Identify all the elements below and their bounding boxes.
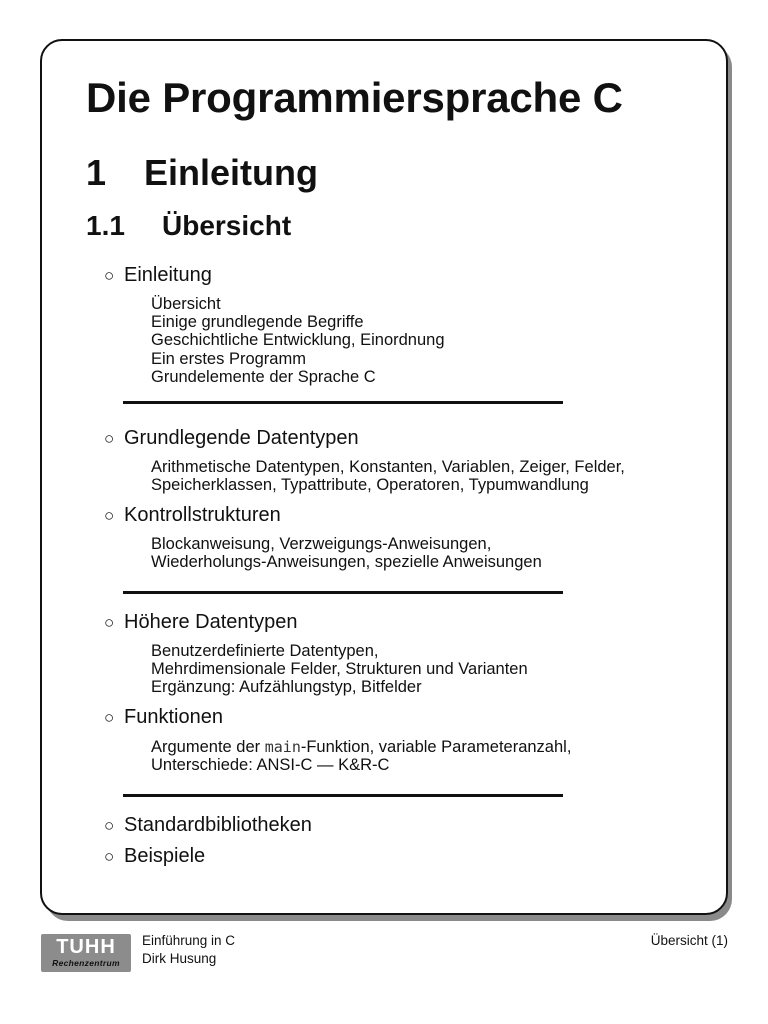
detail-line: Mehrdimensionale Felder, Strukturen und Varianten (151, 660, 528, 679)
list-item (104, 427, 359, 450)
chapter-heading (86, 152, 318, 194)
chapter-number: 1 (86, 152, 107, 193)
detail-line: Grundelemente der Sprache C (151, 367, 376, 386)
divider (123, 401, 563, 404)
section-heading (86, 210, 291, 242)
detail-text: -Funktion, variable Parameteranzahl, (300, 738, 572, 756)
list-item (104, 504, 281, 527)
detail-line: Übersicht (151, 295, 221, 313)
detail-line (151, 738, 571, 756)
list-item (104, 845, 205, 868)
list-item (104, 264, 212, 287)
detail-line: Speicherklassen, Typattribute, Operatoren, Typumwandlung (151, 476, 589, 495)
list-item-details (151, 642, 528, 697)
list-item-label: Beispiele (124, 845, 206, 867)
footer-page-label: Übersicht (1) (650, 933, 728, 948)
list-item-label: Grundlegende Datentypen (124, 427, 359, 449)
detail-line: Unterschiede: ANSI-C — K&R-C (151, 756, 390, 775)
bullet-icon: ○ (104, 816, 115, 835)
detail-line: Ergänzung: Aufzählungstyp, Bitfelder (151, 678, 422, 697)
list-item-label: Funktionen (124, 706, 223, 728)
list-item-label: Standardbibliotheken (124, 814, 312, 836)
bullet-icon: ○ (104, 613, 115, 632)
list-item-details (151, 295, 445, 386)
list-item-details (151, 535, 542, 571)
logo-sub-text: Rechenzentrum (52, 958, 120, 968)
chapter-label: Einleitung (144, 152, 318, 193)
list-item (104, 611, 297, 634)
bullet-icon: ○ (104, 847, 115, 866)
footer-author: Dirk Husung (142, 951, 217, 966)
detail-line: Benutzerdefinierte Datentypen, (151, 642, 379, 660)
detail-line: Ein erstes Programm (151, 349, 306, 368)
list-item-label: Einleitung (124, 264, 212, 286)
footer-course: Einführung in C (142, 933, 236, 948)
section-label: Übersicht (162, 210, 292, 241)
bullet-icon: ○ (104, 506, 115, 525)
bullet-icon: ○ (104, 429, 115, 448)
list-item-details (151, 738, 571, 774)
footer-course-info (142, 932, 235, 968)
detail-text: Argumente der (151, 738, 265, 756)
divider (123, 591, 563, 594)
page-title: Die Programmiersprache C (86, 74, 623, 121)
bullet-icon: ○ (104, 266, 115, 285)
detail-line: Blockanweisung, Verzweigungs-Anweisungen, (151, 535, 492, 553)
detail-line: Wiederholungs-Anweisungen, spezielle Anweisungen (151, 553, 542, 572)
list-item-label: Höhere Datentypen (124, 611, 298, 633)
section-number: 1.1 (86, 210, 125, 241)
divider (123, 794, 563, 797)
list-item-details (151, 458, 625, 494)
detail-line: Arithmetische Datentypen, Konstanten, Variablen, Zeiger, Felder, (151, 458, 625, 476)
code-snippet: main (264, 738, 301, 756)
logo-main-text: TUHH (56, 936, 116, 958)
bullet-icon: ○ (104, 708, 115, 727)
list-item (104, 706, 223, 729)
detail-line: Geschichtliche Entwicklung, Einordnung (151, 331, 445, 350)
list-item (104, 814, 312, 837)
list-item-label: Kontrollstrukturen (124, 504, 281, 526)
detail-line: Einige grundlegende Begriffe (151, 313, 364, 332)
tuhh-logo (41, 934, 131, 972)
